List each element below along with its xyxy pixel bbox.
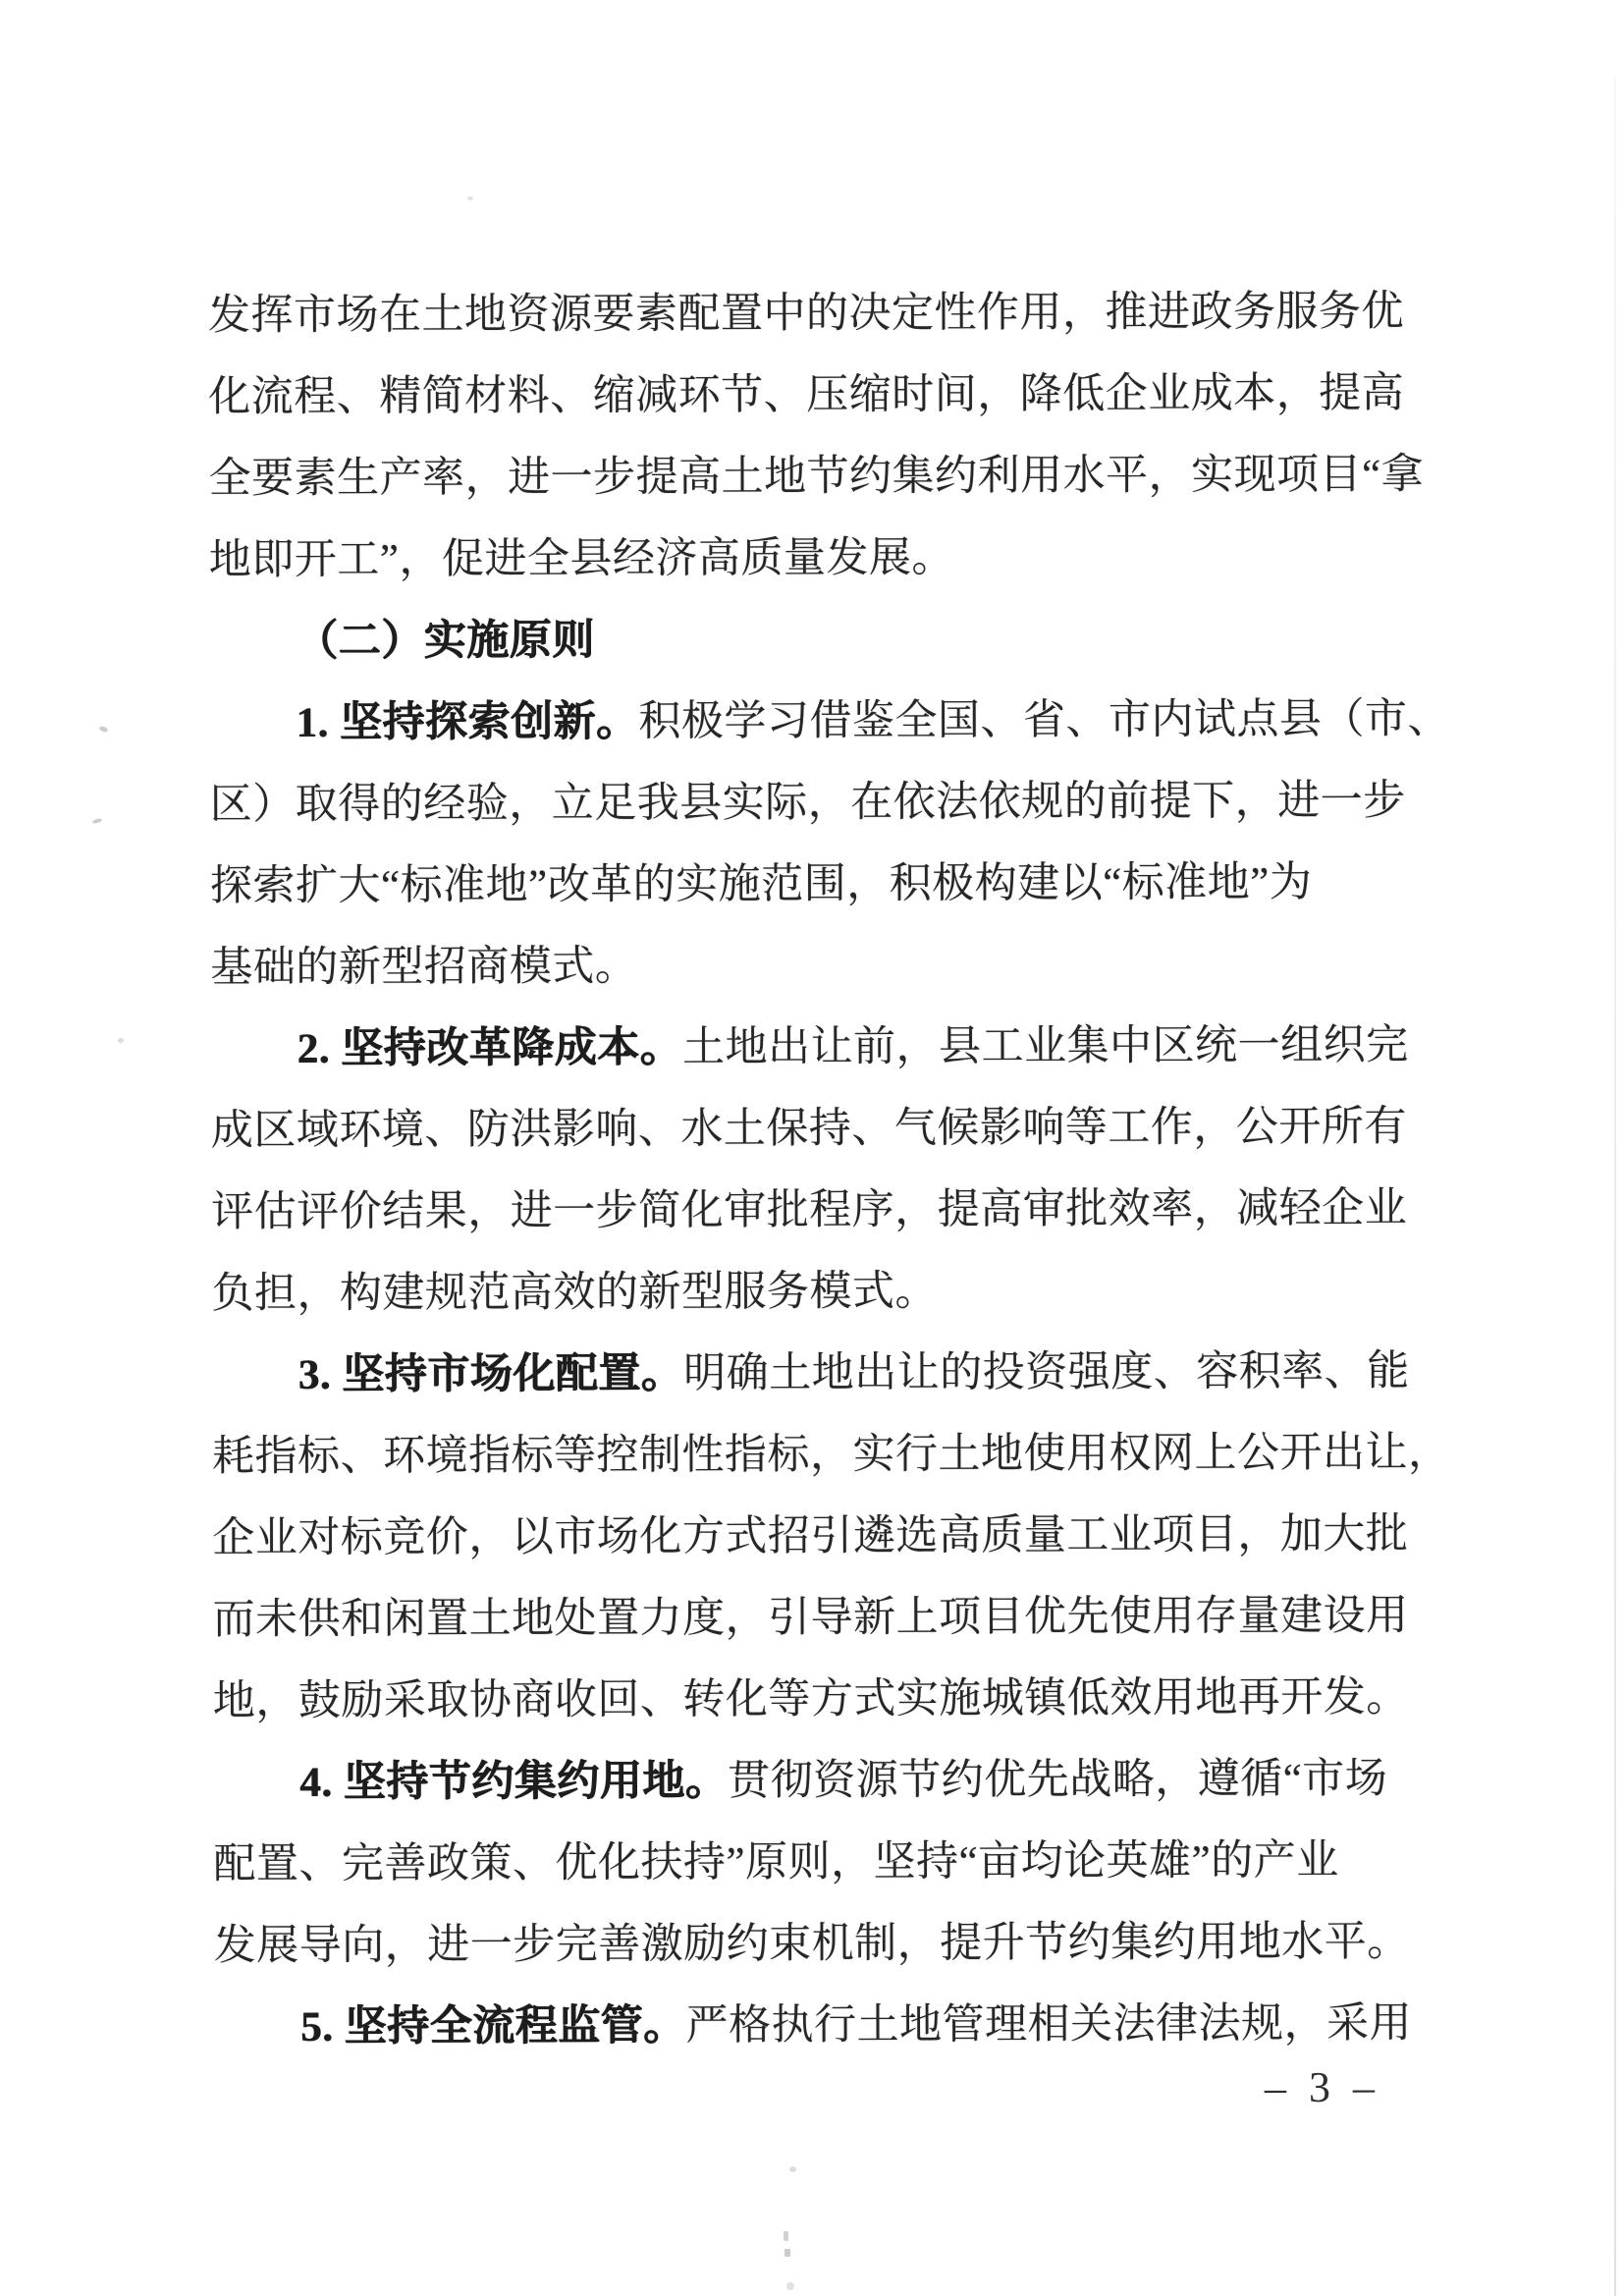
- document-line: [212, 1331, 1430, 1416]
- scan-speck: [467, 196, 473, 200]
- page-number: – 3 –: [1264, 2062, 1381, 2112]
- document-line: [214, 1983, 1432, 2068]
- scan-speck: [118, 1038, 124, 1043]
- body-text: 成区域环境、防洪影响、水土保持、气候影响等工作，公开所有: [210, 1103, 1407, 1155]
- document-line: [211, 1168, 1429, 1253]
- body-text: 化流程、精简材料、缩减环节、压缩时间，降低企业成本，提高: [208, 369, 1405, 421]
- scan-speck: [98, 726, 108, 734]
- document-line: [213, 1820, 1431, 1905]
- body-text: 全要素生产率，进一步提高土地节约集约利用水平，实现项目“拿: [208, 451, 1425, 503]
- body-text: 而未供和闲置土地处置力度，引导新上项目优先使用存量建设用: [212, 1592, 1409, 1644]
- body-text: 发挥市场在土地资源要素配置中的决定性作用，推进政务服务优: [207, 288, 1405, 340]
- document-line: [208, 434, 1426, 519]
- body-text: 土地出让前，县工业集中区统一组织完: [681, 1021, 1409, 1071]
- body-text: 配置、完善政策、优化扶持”原则，坚持“亩均论英雄”的产业: [213, 1837, 1339, 1888]
- body-text: 基础的新型招商模式。: [210, 943, 638, 992]
- document-line: [210, 1005, 1428, 1090]
- bold-lead-text: （二）实施原则: [296, 617, 595, 665]
- body-text: 探索扩大“标准地”改革的实施范围，积极构建以“标准地”为: [209, 859, 1313, 910]
- body-text: 评估评价结果，进一步简化审批程序，提高审批效率，减轻企业: [211, 1184, 1408, 1236]
- bold-lead-text: 5. 坚持全流程监管。: [299, 2002, 686, 2050]
- document-line: [213, 1657, 1431, 1742]
- document-line: [212, 1575, 1430, 1661]
- bold-lead-text: 2. 坚持改革降成本。: [297, 1024, 683, 1072]
- document-line: [214, 1901, 1432, 1987]
- scan-edge-artifact: [1614, 77, 1616, 2296]
- scan-speck: [784, 2249, 790, 2257]
- document-line: [210, 842, 1428, 927]
- document-line: [210, 923, 1428, 1009]
- body-text: 地，鼓励采取协商收回、转化等方式实施城镇低效用地再开发。: [212, 1673, 1409, 1725]
- document-line: [212, 1494, 1430, 1579]
- body-text: 耗指标、环境指标等控制性指标，实行土地使用权网上公开出让，: [211, 1429, 1451, 1481]
- document-line: [211, 1086, 1429, 1172]
- body-text: 贯彻资源节约优先战略，遵循“市场: [728, 1755, 1388, 1805]
- document-line: [213, 1738, 1431, 1824]
- bold-lead-text: 1. 坚持探索创新。: [296, 698, 639, 746]
- scan-speck: [784, 2231, 788, 2241]
- scan-speck: [92, 818, 103, 824]
- body-text: 企业对标竞价，以市场化方式招引遴选高质量工业项目，加大批: [212, 1510, 1409, 1562]
- body-text: 积极学习借鉴全国、省、市内试点县（市、: [638, 695, 1450, 745]
- bold-lead-text: 3. 坚持市场化配置。: [298, 1350, 684, 1398]
- document-line: [209, 516, 1427, 601]
- document-line: [210, 760, 1428, 846]
- document-line: [211, 1249, 1429, 1335]
- scan-speck: [786, 2282, 794, 2290]
- body-text: 发展导向，进一步完善激励约束机制，提升节约集约用地水平。: [213, 1918, 1410, 1970]
- body-text: 负担，构建规范高效的新型服务模式。: [211, 1268, 939, 1318]
- body-text: 区）取得的经验，立足我县实际，在依法依规的前提下，进一步: [209, 777, 1406, 829]
- document-body: [207, 271, 1451, 2068]
- document-line: [209, 597, 1427, 683]
- document-line: [209, 679, 1450, 764]
- body-text: 地即开工”，促进全县经济高质量发展。: [208, 534, 955, 584]
- bold-lead-text: 4. 坚持节约集约用地。: [299, 1758, 729, 1806]
- document-line: [211, 1412, 1451, 1498]
- document-line: [208, 271, 1426, 356]
- scan-speck: [789, 2166, 796, 2172]
- document-line: [208, 353, 1426, 438]
- body-text: 严格执行土地管理相关法律法规，采用: [685, 1999, 1413, 2050]
- body-text: 明确土地出让的投资强度、容积率、能: [683, 1347, 1410, 1397]
